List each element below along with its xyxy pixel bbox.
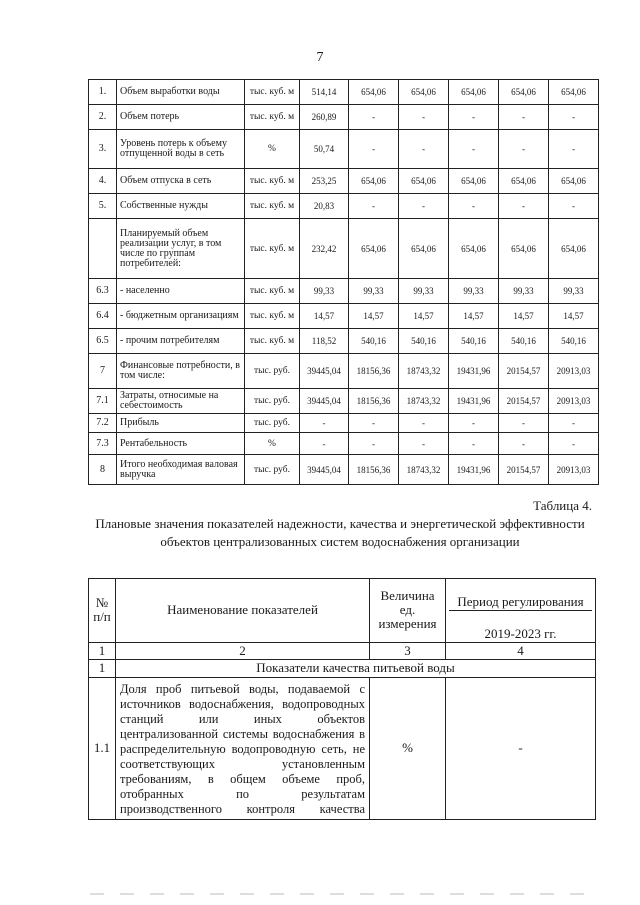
row-number: 2. xyxy=(89,105,117,130)
row-unit: тыс. куб. м xyxy=(245,105,300,130)
index-cell: 2 xyxy=(116,642,370,659)
row-value: - xyxy=(449,105,499,130)
row-num: 1.1 xyxy=(89,677,116,819)
row-value: 19431,96 xyxy=(449,389,499,414)
table-row xyxy=(89,219,599,279)
row-value: - xyxy=(549,433,599,455)
row-value: - xyxy=(349,194,399,219)
row-value: - xyxy=(549,194,599,219)
row-number: 3. xyxy=(89,130,117,169)
row-value: 99,33 xyxy=(449,279,499,304)
row-value: 14,57 xyxy=(300,304,349,329)
table-row xyxy=(89,389,599,414)
row-name: Уровень потерь к объему отпущенной воды в сеть xyxy=(117,130,245,169)
row-unit: % xyxy=(245,433,300,455)
table-row xyxy=(89,455,599,485)
row-value: 654,06 xyxy=(499,80,549,105)
row-value: 39445,04 xyxy=(300,354,349,389)
header-period xyxy=(446,579,596,627)
row-number: 7.1 xyxy=(89,389,117,414)
period-label: Период регулирования xyxy=(449,595,592,611)
row-value: 18743,32 xyxy=(399,354,449,389)
row-value: 14,57 xyxy=(449,304,499,329)
row-name: Собственные нужды xyxy=(117,194,245,219)
row-value: - xyxy=(300,414,349,433)
row-value: - xyxy=(499,433,549,455)
table-row xyxy=(89,304,599,329)
row-value: 20154,57 xyxy=(499,389,549,414)
row-text: Доля проб питьевой воды, подаваемой с источников водоснабжения, водопроводных станций или иных объектов централизованной системы водоснабжения в распределительную водопроводную сеть, не соответствующих установленным требованиям, в общем объеме проб, отобранных по результатам производственного контроля качества xyxy=(116,677,370,819)
row-name: - бюджетным организациям xyxy=(117,304,245,329)
row-value: 654,06 xyxy=(349,169,399,194)
row-value: 18156,36 xyxy=(349,354,399,389)
row-value: - xyxy=(399,130,449,169)
row-number: 5. xyxy=(89,194,117,219)
row-name: Объем отпуска в сеть xyxy=(117,169,245,194)
row-number: 6.5 xyxy=(89,329,117,354)
row-value: 19431,96 xyxy=(449,455,499,485)
row-number: 7 xyxy=(89,354,117,389)
row-value: - xyxy=(399,194,449,219)
row-value: 39445,04 xyxy=(300,389,349,414)
row-value: 18743,32 xyxy=(399,389,449,414)
row-value: 19431,96 xyxy=(449,354,499,389)
row-value: 540,16 xyxy=(449,329,499,354)
index-cell: 4 xyxy=(446,642,596,659)
row-unit: тыс. руб. xyxy=(245,414,300,433)
row-name: Объем потерь xyxy=(117,105,245,130)
row-value: 232,42 xyxy=(300,219,349,279)
row-value: - xyxy=(349,105,399,130)
row-value: 253,25 xyxy=(300,169,349,194)
row-number: 1. xyxy=(89,80,117,105)
table4-heading: Плановые значения показателей надежности, качества и энергетической эффективности объектов централизованных систем водоснабжения организации xyxy=(95,516,585,549)
row-value: - xyxy=(399,105,449,130)
row-value: 20154,57 xyxy=(499,455,549,485)
table-row xyxy=(89,80,599,105)
row-number: 8 xyxy=(89,455,117,485)
row-number: 4. xyxy=(89,169,117,194)
row-value: 654,06 xyxy=(449,169,499,194)
row-unit: % xyxy=(370,677,446,819)
row-unit: тыс. куб. м xyxy=(245,169,300,194)
row-name: Итого необходимая валовая выручка xyxy=(117,455,245,485)
table-row xyxy=(89,354,599,389)
indicators-table xyxy=(88,578,596,820)
row-unit: % xyxy=(245,130,300,169)
row-value: 654,06 xyxy=(449,219,499,279)
row-value: 514,14 xyxy=(300,80,349,105)
row-unit: тыс. руб. xyxy=(245,389,300,414)
table-row xyxy=(89,414,599,433)
row-value: 654,06 xyxy=(549,169,599,194)
row-name: Объем выработки воды xyxy=(117,80,245,105)
row-value: 18743,32 xyxy=(399,455,449,485)
row-value: - xyxy=(349,433,399,455)
row-value: 654,06 xyxy=(399,169,449,194)
row-unit: тыс. куб. м xyxy=(245,304,300,329)
row-unit: тыс. куб. м xyxy=(245,80,300,105)
table-row xyxy=(89,169,599,194)
row-number: 6.4 xyxy=(89,304,117,329)
row-value: - xyxy=(449,414,499,433)
row-name: - прочим потребителям xyxy=(117,329,245,354)
index-cell: 1 xyxy=(89,642,116,659)
index-cell: 3 xyxy=(370,642,446,659)
row-value: - xyxy=(449,130,499,169)
row-value: 20913,03 xyxy=(549,354,599,389)
row-value: - xyxy=(549,414,599,433)
row-name: Финансовые потребности, в том числе: xyxy=(117,354,245,389)
header-years: 2019-2023 гг. xyxy=(446,627,596,643)
row-number xyxy=(89,219,117,279)
row-value: - xyxy=(300,433,349,455)
section-num: 1 xyxy=(89,659,116,677)
row-unit: тыс. руб. xyxy=(245,455,300,485)
row-value: 20154,57 xyxy=(499,354,549,389)
page-number: 7 xyxy=(316,50,324,65)
row-value: 99,33 xyxy=(549,279,599,304)
row-value: 654,06 xyxy=(399,219,449,279)
row-number: 7.3 xyxy=(89,433,117,455)
row-unit: тыс. руб. xyxy=(245,354,300,389)
row-value: - xyxy=(549,130,599,169)
row-value: - xyxy=(349,130,399,169)
row-name: Затраты, относимые на себестоимость xyxy=(117,389,245,414)
row-value: - xyxy=(399,414,449,433)
row-value: - xyxy=(449,194,499,219)
row-value: - xyxy=(499,194,549,219)
row-value: 99,33 xyxy=(499,279,549,304)
row-value: 18156,36 xyxy=(349,389,399,414)
row-value: 118,52 xyxy=(300,329,349,354)
row-value: - xyxy=(549,105,599,130)
row-value: 654,06 xyxy=(549,219,599,279)
row-value: - xyxy=(499,105,549,130)
row-value: 654,06 xyxy=(399,80,449,105)
table-row xyxy=(89,329,599,354)
row-value: - xyxy=(349,414,399,433)
row-number: 7.2 xyxy=(89,414,117,433)
table-row xyxy=(89,194,599,219)
table4-label: Таблица 4. xyxy=(533,498,592,513)
row-name: Рентабельность xyxy=(117,433,245,455)
row-unit: тыс. куб. м xyxy=(245,279,300,304)
row-value: 39445,04 xyxy=(300,455,349,485)
row-value: 654,06 xyxy=(349,80,399,105)
table-row xyxy=(89,433,599,455)
row-value: 99,33 xyxy=(399,279,449,304)
row-value: - xyxy=(399,433,449,455)
row-value: - xyxy=(499,414,549,433)
row-value: 20913,03 xyxy=(549,455,599,485)
row-name: Прибыль xyxy=(117,414,245,433)
row-unit: тыс. куб. м xyxy=(245,329,300,354)
header-unit: Величина ед. измерения xyxy=(370,579,446,643)
bottom-faint-line xyxy=(90,893,590,895)
row-value: - xyxy=(446,677,596,819)
row-value: 18156,36 xyxy=(349,455,399,485)
row-value: 654,06 xyxy=(549,80,599,105)
row-number: 6.3 xyxy=(89,279,117,304)
production-table xyxy=(88,79,599,485)
row-value: 260,89 xyxy=(300,105,349,130)
row-value: - xyxy=(499,130,549,169)
table-row xyxy=(89,105,599,130)
row-value: 14,57 xyxy=(349,304,399,329)
row-value: 540,16 xyxy=(499,329,549,354)
table-row xyxy=(89,279,599,304)
table-row xyxy=(89,130,599,169)
row-value: 14,57 xyxy=(499,304,549,329)
section-title: Показатели качества питьевой воды xyxy=(116,659,596,677)
row-value: 50,74 xyxy=(300,130,349,169)
header-num: № п/п xyxy=(89,579,116,643)
row-value: 654,06 xyxy=(349,219,399,279)
row-value: 14,57 xyxy=(399,304,449,329)
row-value: 654,06 xyxy=(449,80,499,105)
header-name: Наименование показателей xyxy=(116,579,370,643)
row-value: 654,06 xyxy=(499,169,549,194)
row-value: 99,33 xyxy=(349,279,399,304)
row-unit: тыс. куб. м xyxy=(245,194,300,219)
row-name: - населенно xyxy=(117,279,245,304)
row-value: 14,57 xyxy=(549,304,599,329)
row-value: 540,16 xyxy=(399,329,449,354)
row-value: 20,83 xyxy=(300,194,349,219)
row-value: 540,16 xyxy=(349,329,399,354)
row-name: Планируемый объем реализации услуг, в том числе по группам потребителей: xyxy=(117,219,245,279)
row-value: 99,33 xyxy=(300,279,349,304)
row-value: 540,16 xyxy=(549,329,599,354)
row-value: 20913,03 xyxy=(549,389,599,414)
row-unit: тыс. куб. м xyxy=(245,219,300,279)
row-value: - xyxy=(449,433,499,455)
row-value: 654,06 xyxy=(499,219,549,279)
